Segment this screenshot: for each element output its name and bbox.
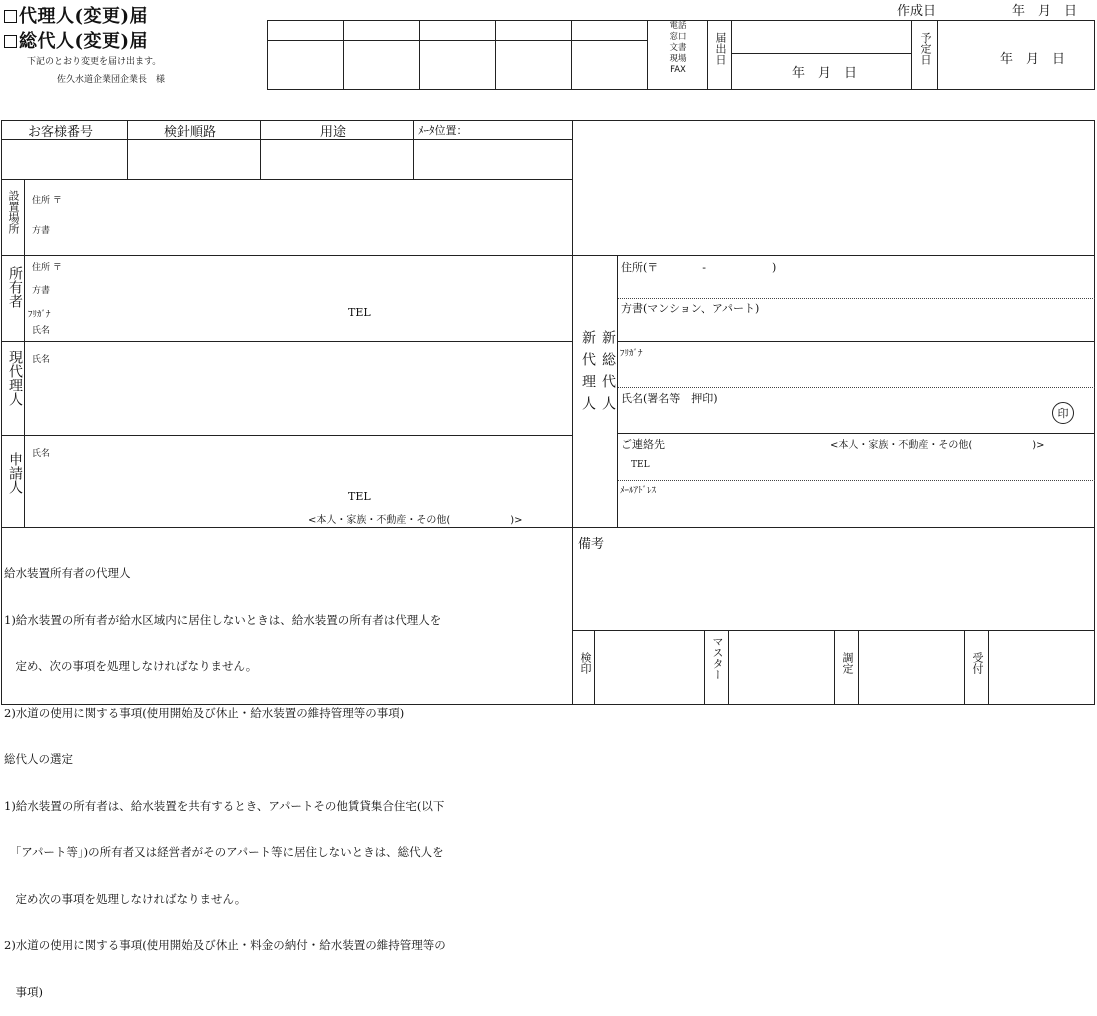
submitted-date: 年 月 日 xyxy=(792,66,858,81)
master-stamp-label: マスター xyxy=(711,636,724,680)
general-agent-checkbox[interactable] xyxy=(4,35,17,48)
reception-stamp-label: 受付 xyxy=(971,652,984,674)
applicant-tel-label: TEL xyxy=(348,490,371,503)
seal-mark: 印 xyxy=(1052,402,1074,424)
scheduled-label: 予定日 xyxy=(919,32,932,65)
current-agent-name-label: 氏名 xyxy=(32,355,51,365)
owner-furigana-label: ﾌﾘｶﾞﾅ xyxy=(28,310,51,320)
created-label: 作成日 xyxy=(897,4,937,19)
inspection-stamp-label: 検印 xyxy=(579,652,592,674)
applicant-label: 申請人 xyxy=(7,452,23,494)
owner-label: 所有者 xyxy=(7,266,23,308)
owner-name-label: 氏名 xyxy=(32,326,51,336)
notice-text: 下記のとおり変更を届け出ます。 xyxy=(27,57,162,67)
new-agent-col2: 新総代人 xyxy=(600,330,616,418)
new-agent-tel-label: TEL xyxy=(631,460,650,470)
new-agent-furigana-label: ﾌﾘｶﾞﾅ xyxy=(620,349,643,359)
meter-position-label: ﾒｰﾀ位置： xyxy=(418,124,468,137)
new-agent-name-label: 氏名(署名等 押印) xyxy=(621,392,718,405)
submitted-label: 届出日 xyxy=(714,32,727,65)
install-address-sub-label: 方書 xyxy=(32,226,51,236)
applicant-name-label: 氏名 xyxy=(32,449,51,459)
new-agent-email-label: ﾒｰﾙｱﾄﾞﾚｽ xyxy=(620,486,657,496)
channel-list: 電話 窓口 文書 現場 FAX xyxy=(669,21,687,75)
applicant-relation: <本人・家族・不動産・その他( )> xyxy=(308,515,523,526)
install-place-label: 設置場所 xyxy=(7,190,20,234)
survey-stamp-label: 調定 xyxy=(841,652,854,674)
scheduled-date: 年 月 日 xyxy=(1000,52,1066,67)
form-title-general-agent: 総代人(変更)届 xyxy=(4,27,148,53)
install-address-label: 住所 〒 xyxy=(32,196,62,206)
remarks-label: 備考 xyxy=(578,537,605,552)
new-agent-contact-relation: <本人・家族・不動産・その他( )> xyxy=(830,440,1045,451)
new-agent-col1: 新代理人 xyxy=(580,330,596,418)
current-agent-label: 現代理人 xyxy=(7,350,23,406)
route-label: 検針順路 xyxy=(164,125,217,140)
customer-no-label: お客様番号 xyxy=(28,125,94,140)
owner-tel-label: TEL xyxy=(348,306,371,319)
usage-label: 用途 xyxy=(320,125,347,140)
agent-checkbox[interactable] xyxy=(4,10,17,23)
new-agent-contact-label: ご連絡先 xyxy=(621,438,665,451)
created-date: 年 月 日 xyxy=(1012,4,1078,19)
addressee-text: 佐久水道企業団企業長 様 xyxy=(57,75,166,85)
new-agent-address-sub-label: 方書(マンション、アパート) xyxy=(621,302,760,315)
owner-address-label: 住所 〒 xyxy=(32,263,62,273)
new-agent-address-label: 住所(〒 - ) xyxy=(621,261,777,274)
form-title-agent: 代理人(変更)届 xyxy=(4,2,148,28)
notes-block: 給水装置所有者の代理人 1)給水装置の所有者が給水区域内に居住しないときは、給水装置の所有者は代理人を 定め、次の事項を処理しなければなりません。 2)水道の使用に関する事項(使用開始及び休止・給水装置の維持管理等の事項) 総代人の選定 1)給水装置の所有者は、給水装置を共有するとき、アパートその他賃貸集合住宅(以下 「アパート等」)の所有者又は経営者がそのアパート等に居住しないときは、総代人を 定め次の事項を処理しなければなりません。 2)水道の使用に関する事項(使用開始及び休止・料金の納付・給水装置の維持管理等の 事項) xyxy=(4,566,446,999)
owner-address-sub-label: 方書 xyxy=(32,286,51,296)
